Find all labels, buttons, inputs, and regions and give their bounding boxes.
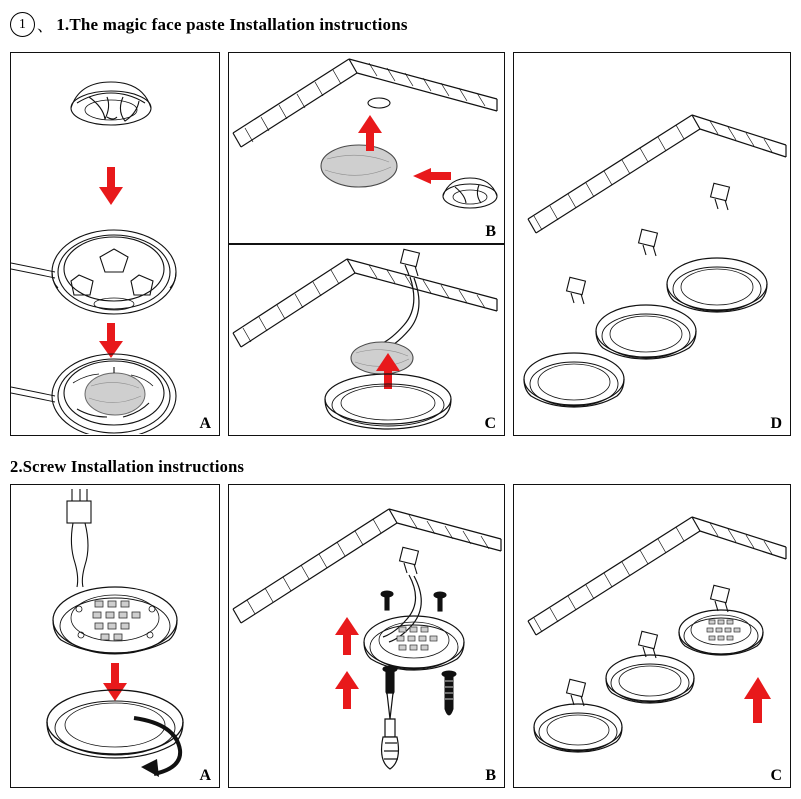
arrow-up-4	[335, 671, 359, 709]
panel-2c-label: C	[770, 767, 782, 784]
panel-1b-illustration	[229, 53, 503, 242]
panel-2a	[10, 484, 220, 788]
section-1-separator: 、	[37, 18, 54, 35]
section-1-circled-number: 1	[10, 12, 35, 37]
panel-1a-label: A	[199, 415, 211, 432]
panel-2a-label: A	[199, 767, 211, 784]
arrow-up-5	[744, 677, 771, 723]
arrow-down-2	[99, 323, 123, 358]
panel-1d	[513, 52, 791, 436]
panel-2c-illustration	[514, 485, 789, 786]
panel-1d-illustration	[514, 53, 789, 434]
section-2-heading	[10, 457, 244, 477]
section-1-title: 1.The magic face paste Installation instructions	[56, 14, 408, 34]
arrow-left-1	[413, 168, 451, 184]
panel-1c-label: C	[484, 415, 496, 432]
panel-1b	[228, 52, 505, 244]
panel-1a-illustration	[11, 53, 218, 434]
panel-2c	[513, 484, 791, 788]
panel-1c	[228, 244, 505, 436]
section-1-heading	[10, 12, 408, 37]
section-2-title: 2.Screw Installation instructions	[10, 457, 245, 476]
arrow-up-3	[335, 617, 359, 655]
arrow-down-3	[103, 663, 127, 701]
panel-1a	[10, 52, 220, 436]
panel-2b-illustration	[229, 485, 503, 786]
panel-2b	[228, 484, 505, 788]
panel-1c-illustration	[229, 245, 503, 434]
panel-1d-label: D	[770, 415, 782, 432]
arrow-down-1	[99, 167, 123, 205]
panel-2b-label: B	[485, 767, 496, 784]
panel-1b-label: B	[485, 223, 496, 240]
panel-2a-illustration	[11, 485, 218, 786]
